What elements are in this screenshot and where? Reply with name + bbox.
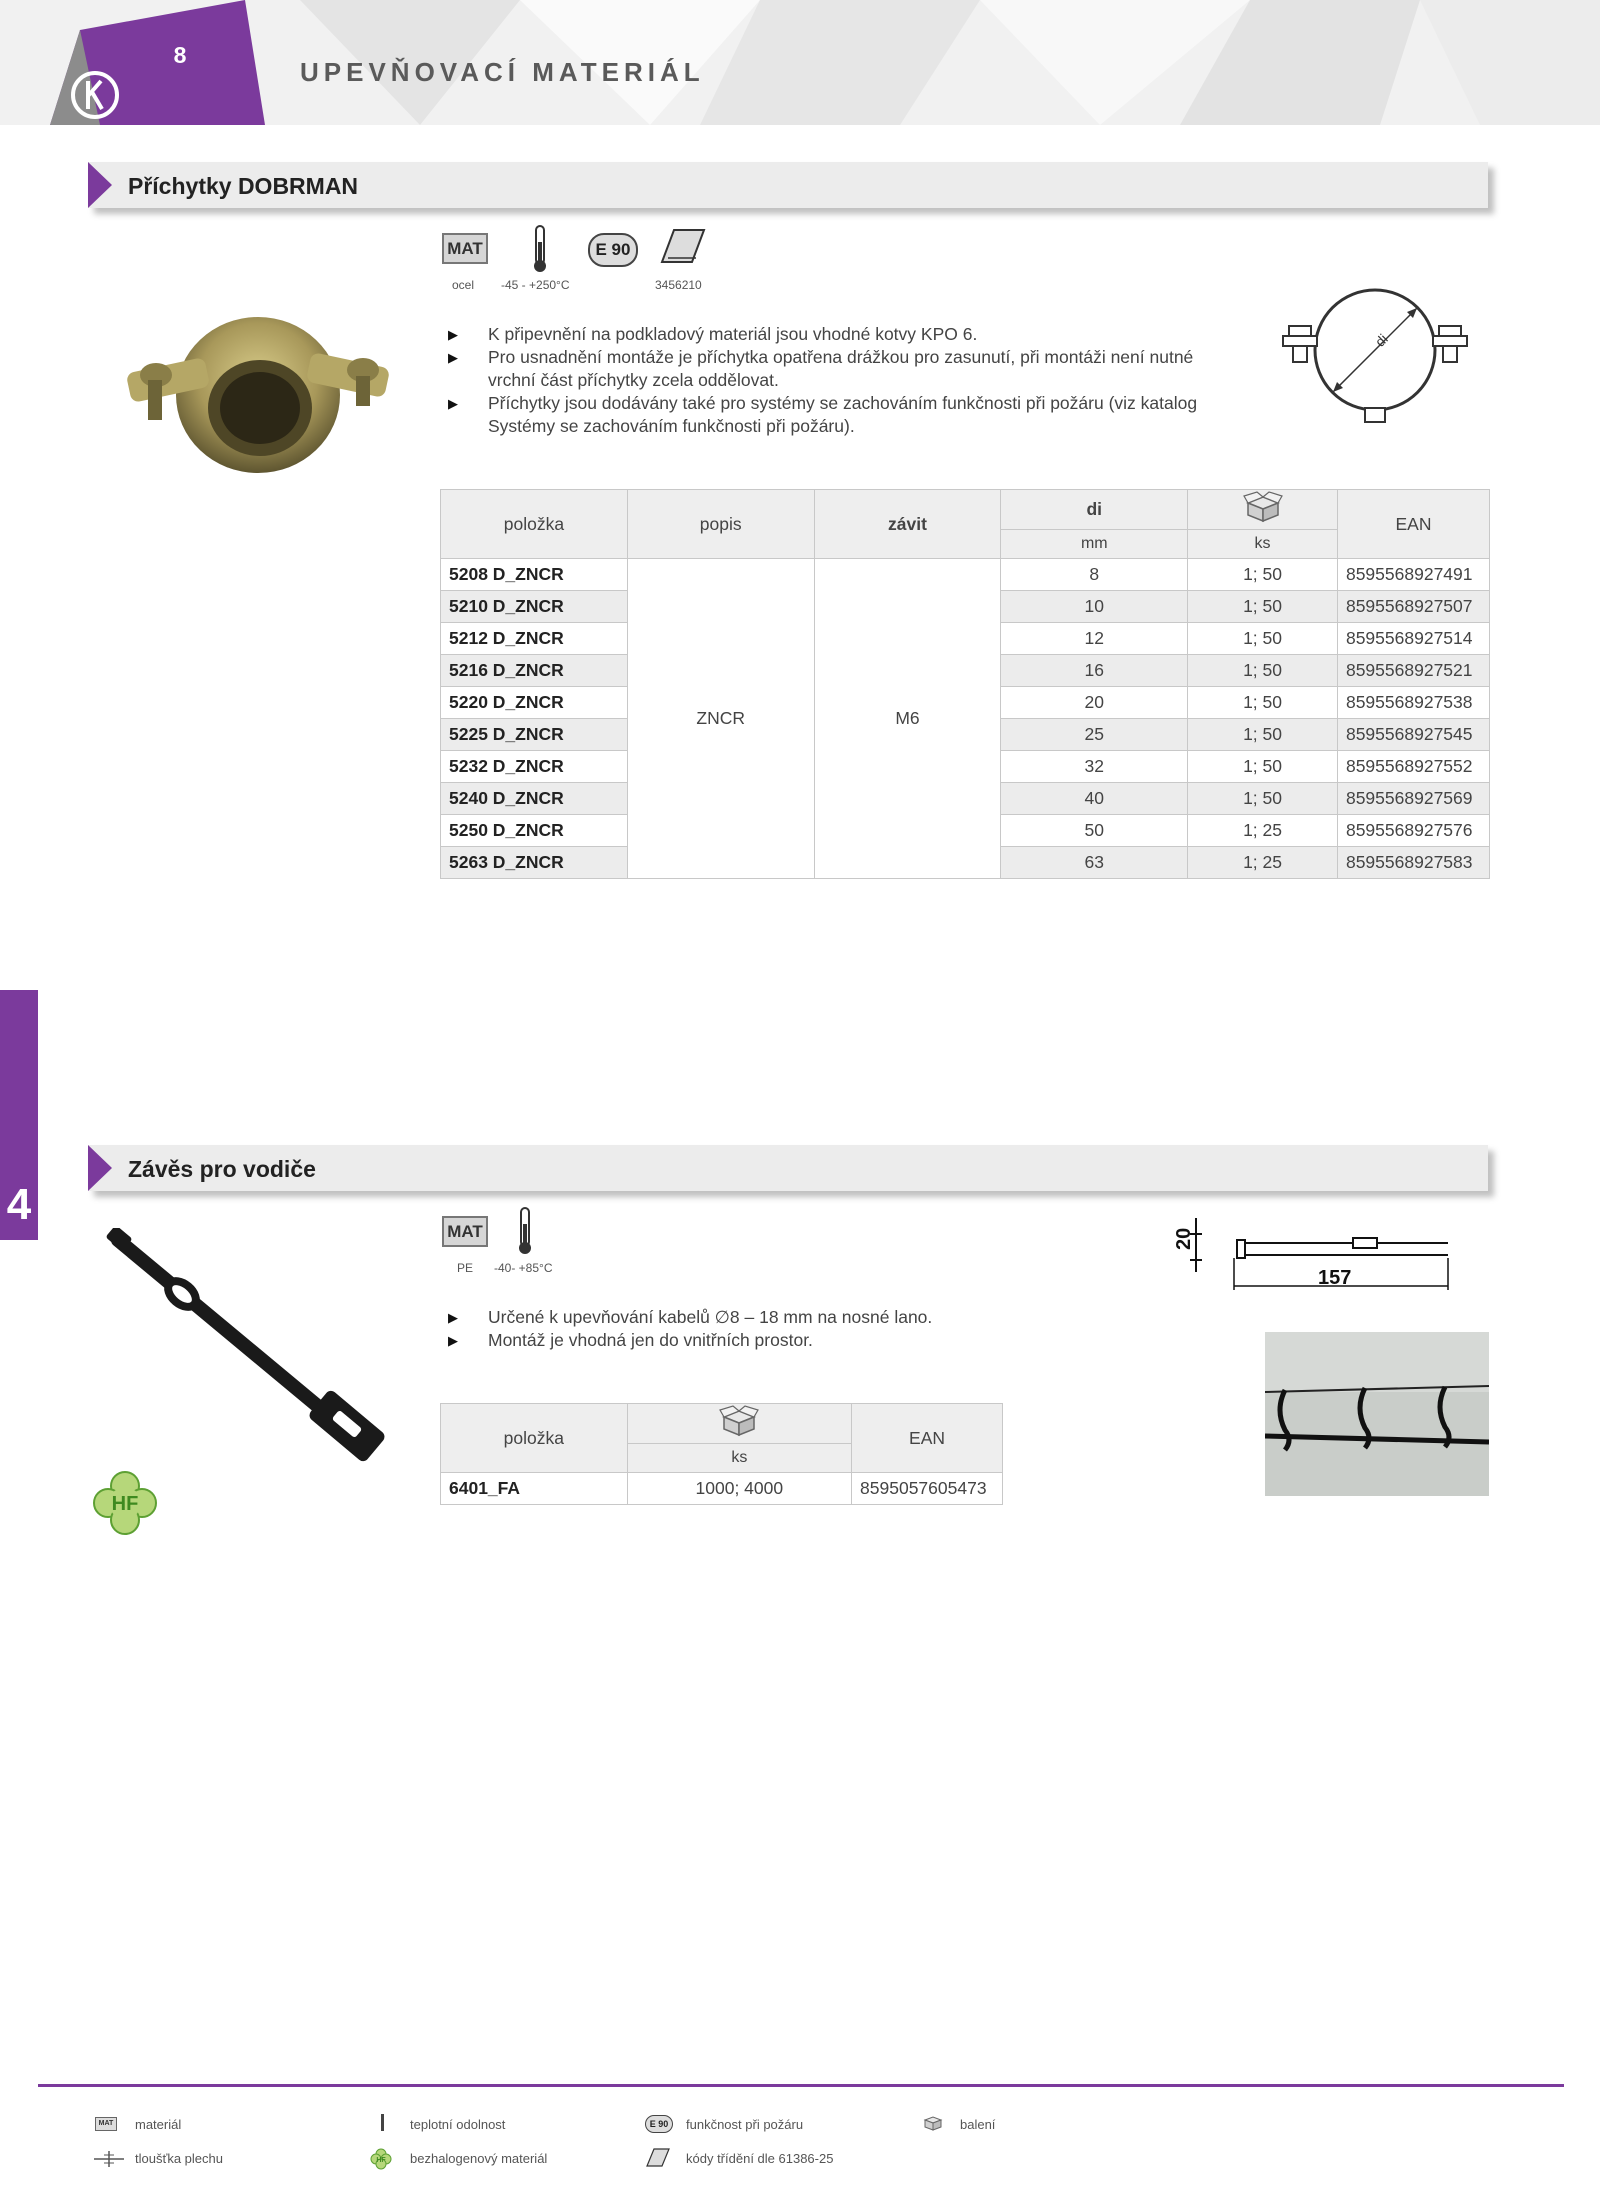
cell-ean: 8595568927491	[1337, 559, 1489, 591]
legend-label: balení	[960, 2117, 996, 2132]
thermometer-icon	[529, 224, 551, 274]
feature-item: ▶ Pro usnadnění montáže je příchytka opatřena drážkou pro zasunutí, při montáži není nutné vrchní část příchytky zcela oddělovat.	[442, 346, 1242, 392]
dim-length-label: 157	[1318, 1267, 1352, 1289]
zaves-product-table	[440, 1403, 1003, 1505]
e90-icon: E 90	[588, 233, 638, 267]
section-header-dobrman	[88, 162, 1488, 208]
feature-item: ▶ Montáž je vhodná jen do vnitřních prostor.	[442, 1329, 1142, 1352]
cell-ks: 1000; 4000	[627, 1473, 851, 1505]
hanger-dimension-drawing	[1168, 1212, 1458, 1292]
cell-desc: ZNCR	[627, 559, 814, 879]
dobrman-product-table	[440, 489, 1490, 879]
installation-photo	[1265, 1332, 1489, 1496]
cell-ean: 8595568927514	[1337, 623, 1489, 655]
hf-badge-label: HF	[111, 1493, 139, 1515]
code-label: 3456210	[655, 278, 702, 292]
cell-ks: 1; 50	[1188, 751, 1338, 783]
section-arrow-icon	[88, 1145, 112, 1191]
cell-ean: 8595568927552	[1337, 751, 1489, 783]
cell-ean: 8595568927576	[1337, 815, 1489, 847]
cell-di: 8	[1001, 559, 1188, 591]
cell-ks: 1; 50	[1188, 655, 1338, 687]
footer-divider	[38, 2084, 1564, 2087]
cell-ean: 8595568927507	[1337, 591, 1489, 623]
cell-item: 5208 D_ZNCR	[441, 559, 628, 591]
cell-item: 5250 D_ZNCR	[441, 815, 628, 847]
feature-item: ▶ K připevnění na podkladový materiál jsou vhodné kotvy KPO 6.	[442, 323, 1242, 346]
legend-code-icon	[646, 2148, 670, 2168]
section-header-zaves	[88, 1145, 1488, 1191]
section-title: Příchytky DOBRMAN	[128, 173, 359, 199]
dobrman-features-list	[442, 323, 1242, 438]
cell-ks: 1; 50	[1188, 591, 1338, 623]
cell-ks: 1; 50	[1188, 687, 1338, 719]
col-header-pack	[1188, 490, 1338, 530]
legend-label: funkčnost při požáru	[686, 2117, 804, 2132]
col-subheader-ks: ks	[627, 1444, 851, 1473]
cell-ean: 8595568927569	[1337, 783, 1489, 815]
cell-ks: 1; 25	[1188, 815, 1338, 847]
chapter-side-tab[interactable]	[0, 990, 38, 1240]
cell-di: 32	[1001, 751, 1188, 783]
col-header-thread: závit	[814, 490, 1001, 559]
cell-ks: 1; 25	[1188, 847, 1338, 879]
col-header-pack	[627, 1404, 851, 1444]
cell-ean: 8595568927545	[1337, 719, 1489, 751]
legend-label: kódy třídění dle 61386-25	[686, 2151, 834, 2166]
cell-thread: M6	[814, 559, 1001, 879]
col-header-item: položka	[441, 1404, 628, 1473]
cell-ks: 1; 50	[1188, 559, 1338, 591]
cell-item: 5220 D_ZNCR	[441, 687, 628, 719]
cell-item: 5225 D_ZNCR	[441, 719, 628, 751]
dim-height-label: 20	[1173, 1227, 1195, 1250]
mat-icon: MAT	[442, 233, 488, 264]
cell-item: 5232 D_ZNCR	[441, 751, 628, 783]
col-header-ean: EAN	[852, 1404, 1003, 1473]
cell-di: 10	[1001, 591, 1188, 623]
cell-di: 16	[1001, 655, 1188, 687]
cell-ean: 8595568927521	[1337, 655, 1489, 687]
cell-di: 12	[1001, 623, 1188, 655]
cell-item: 5212 D_ZNCR	[441, 623, 628, 655]
col-header-desc: popis	[627, 490, 814, 559]
col-subheader-ks: ks	[1188, 530, 1338, 559]
chapter-number: 4	[6, 1180, 32, 1229]
legend-label: tloušťka plechu	[135, 2151, 223, 2166]
cell-ks: 1; 50	[1188, 623, 1338, 655]
clamp-diagram	[1275, 278, 1475, 428]
legend-e90-icon: E 90	[645, 2115, 673, 2133]
legend-hf-label: HF	[376, 2157, 386, 2164]
logo-icon	[68, 68, 122, 122]
section-arrow-icon	[88, 162, 112, 208]
cell-ean: 8595568927583	[1337, 847, 1489, 879]
col-header-di: di	[1001, 490, 1188, 530]
cell-item: 5210 D_ZNCR	[441, 591, 628, 623]
zaves-features-list	[442, 1306, 1142, 1352]
cell-ks: 1; 50	[1188, 719, 1338, 751]
temperature-label: -40- +85°C	[494, 1261, 553, 1275]
diagram-di-label: di	[1371, 330, 1391, 350]
page-title: UPEVŇOVACÍ MATERIÁL	[300, 57, 705, 87]
feature-item: ▶ Příchytky jsou dodávány také pro systémy se zachováním funkčnosti při požáru (viz katalog Systémy se zachováním funkčnosti při požáru).	[442, 392, 1242, 438]
page-number: 8	[173, 42, 187, 68]
temperature-label: -45 - +250°C	[501, 278, 570, 292]
material-label: PE	[457, 1261, 474, 1275]
legend-label: bezhalogenový materiál	[410, 2151, 548, 2166]
cell-di: 25	[1001, 719, 1188, 751]
legend-thermometer-icon	[381, 2114, 384, 2131]
cell-di: 63	[1001, 847, 1188, 879]
cell-ean: 8595568927538	[1337, 687, 1489, 719]
product-image-clamp	[108, 300, 408, 495]
thermometer-icon	[514, 1206, 536, 1256]
material-label: ocel	[452, 278, 475, 292]
cell-item: 5263 D_ZNCR	[441, 847, 628, 879]
cell-item: 5240 D_ZNCR	[441, 783, 628, 815]
legend-box-icon	[922, 2114, 944, 2132]
section-title: Závěs pro vodiče	[128, 1156, 316, 1182]
col-subheader-mm: mm	[1001, 530, 1188, 559]
cell-ean: 8595057605473	[852, 1473, 1003, 1505]
legend-label: teplotní odolnost	[410, 2117, 506, 2132]
cell-di: 40	[1001, 783, 1188, 815]
mat-icon: MAT	[442, 1216, 488, 1247]
product-image-hanger	[100, 1228, 400, 1468]
cell-item: 5216 D_ZNCR	[441, 655, 628, 687]
cell-di: 20	[1001, 687, 1188, 719]
table-row	[441, 1473, 1003, 1505]
box-icon	[718, 1405, 760, 1437]
cell-ks: 1; 50	[1188, 783, 1338, 815]
col-header-ean: EAN	[1337, 490, 1489, 559]
table-row	[441, 559, 1490, 591]
code-icon	[660, 228, 706, 266]
legend-label: materiál	[135, 2117, 182, 2132]
box-icon	[1242, 491, 1284, 523]
col-header-item: položka	[441, 490, 628, 559]
legend-thickness-icon	[92, 2150, 126, 2168]
cell-item: 6401_FA	[441, 1473, 628, 1505]
hf-icon	[92, 1470, 158, 1536]
feature-item: ▶ Určené k upevňování kabelů ∅8 – 18 mm na nosné lano.	[442, 1306, 1142, 1329]
cell-di: 50	[1001, 815, 1188, 847]
legend-mat-icon: MAT	[95, 2117, 117, 2131]
legend-hf-icon	[370, 2148, 392, 2170]
